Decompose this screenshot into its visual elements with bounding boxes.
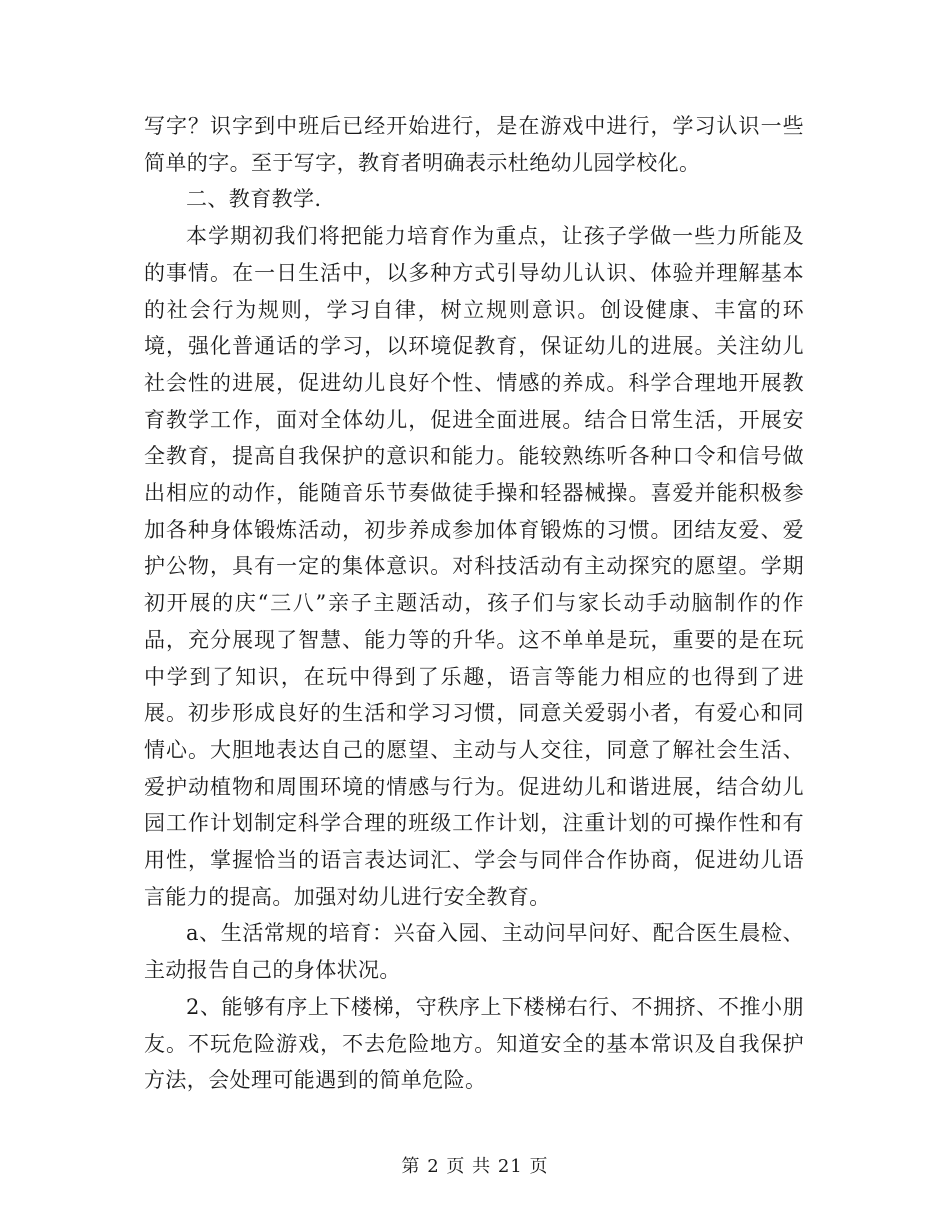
paragraph-item-a: a、生活常规的培育：兴奋入园、主动问早问好、配合医生晨检、主动报告自己的身体状况。 <box>144 921 804 983</box>
paragraph-item-2: 2、能够有序上下楼梯，守秩序上下楼梯右行、不拥挤、不推小朋友。不玩危险游戏，不去危险地方。知道安全的基本常识及自我保护方法，会处理可能遇到的简单危险。 <box>144 994 804 1093</box>
paragraph-continuation: 写字？识字到中班后已经开始进行，是在游戏中进行，学习认识一些简单的字。至于写字，教育者明确表示杜绝幼儿园学校化。 <box>144 114 804 175</box>
paragraph-main: 本学期初我们将把能力培育作为重点，让孩子学做一些力所能及的事情。在一日生活中，以多种方式引导幼儿认识、体验并理解基本的社会行为规则，学习自律，树立规则意识。创设健康、丰富的环境，强化普通话的学习，以环境促教育，保证幼儿的进展。关注幼儿社会性的进展，促进幼儿良好个性、情感的养成。科学合理地开展教育教学工作，面对全体幼儿，促进全面进展。结合日常生活，开展安全教育，提高自我保护的意识和能力。能较熟练听各种口令和信号做出相应的动作，能随音乐节奏做徒手操和轻器械操。喜爱并能积极参加各种身体锻炼活动，初步养成参加体育锻炼的习惯。团结友爱、爱护公物，具有一定的集体意识。对科技活动有主动探究的愿望。学期初开展的庆“三八”亲子主题活动，孩子们与家长动手动脑制作的作品，充分展现了智慧、能力等的升华。这不单单是玩，重要的是在玩中学到了知识，在玩中得到了乐趣，语言等能力相应的也得到了进展。初步形成良好的生活和学习习惯，同意关爱弱小者，有爱心和同情心。大胆地表达自己的愿望、主动与人交往，同意了解社会生活、爱护动植物和周围环境的情感与行为。促进幼儿和谐进展，结合幼儿园工作计划制定科学合理的班级工作计划，注重计划的可操作性和有用性，掌握恰当的语言表达词汇、学会与同伴合作协商，促进幼儿语言能力的提高。加强对幼儿进行安全教育。 <box>144 224 804 909</box>
document-body <box>144 108 804 1099</box>
page-footer: 第 2 页 共 21 页 <box>401 1156 549 1177</box>
section-heading: 二、教育教学. <box>186 187 322 212</box>
